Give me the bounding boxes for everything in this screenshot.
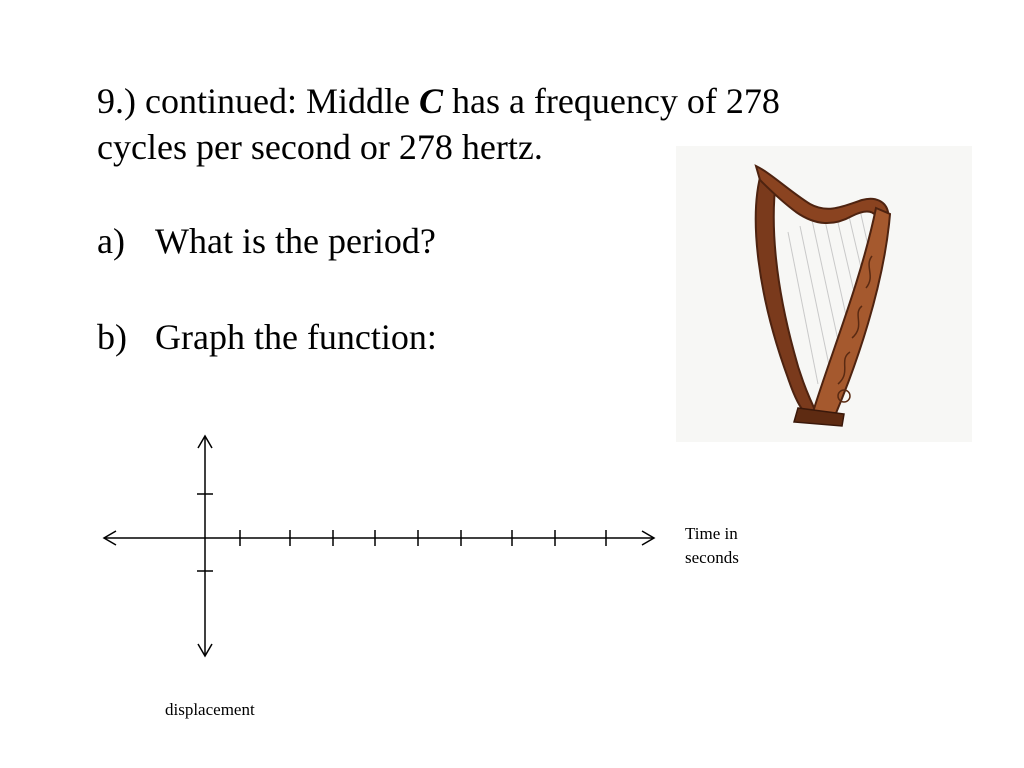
question-a-marker: a) (97, 221, 125, 261)
problem-suffix: has a frequency of 278 (442, 81, 780, 121)
question-a-text: What is the period? (155, 221, 436, 261)
problem-line-2: cycles per second or 278 hertz. (97, 127, 543, 167)
problem-prefix: 9.) continued: Middle (97, 81, 419, 121)
time-axis-label-line-2: seconds (685, 548, 739, 567)
question-b-text: Graph the function: (155, 317, 437, 357)
question-b-marker: b) (97, 317, 127, 357)
displacement-axis-label: displacement (165, 700, 255, 719)
time-axis-label (685, 522, 775, 570)
note-variable: C (418, 81, 443, 121)
time-axis-label-line-1: Time in (685, 524, 738, 543)
